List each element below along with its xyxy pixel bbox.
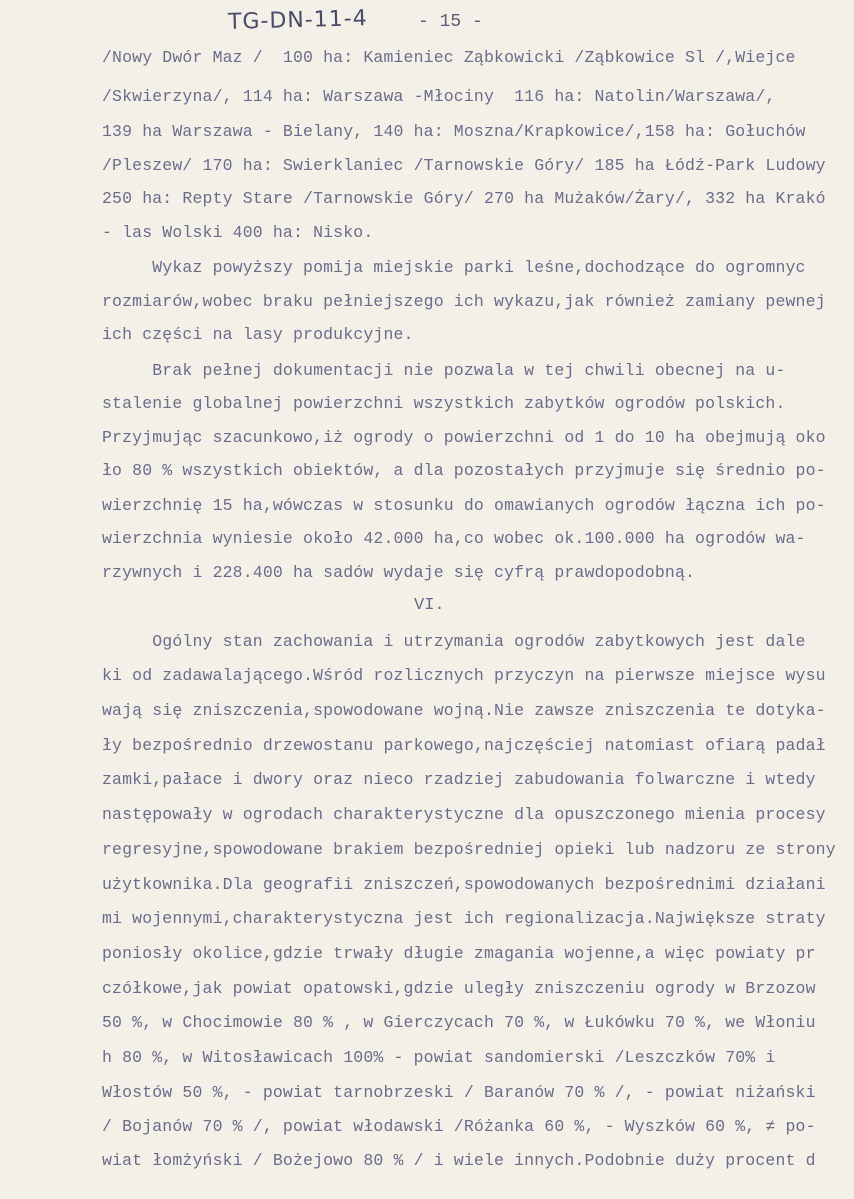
text-line: ło 80 % wszystkich obiektów, a dla pozostałych przyjmuje się średnio po-	[102, 461, 826, 480]
text-line: / Bojanów 70 % /, powiat włodawski /Różanka 60 %, - Wyszków 60 %, ≠ po-	[102, 1117, 816, 1136]
text-line: /Skwierzyna/, 114 ha: Warszawa -Młociny 116 ha: Natolin/Warszawa/,	[102, 87, 776, 106]
text-line: zamki,pałace i dwory oraz nieco rzadziej zabudowania folwarczne i wtedy	[102, 770, 816, 789]
text-line: regresyjne,spowodowane brakiem bezpośredniej opieki lub nadzoru ze strony	[102, 840, 836, 859]
text-line: wierzchnia wyniesie około 42.000 ha,co wobec ok.100.000 ha ogrodów wa-	[102, 529, 806, 548]
text-line: ich części na lasy produkcyjne.	[102, 325, 414, 344]
text-line: - las Wolski 400 ha: Nisko.	[102, 223, 374, 242]
handwritten-signature: TG-DN-11-4	[227, 6, 369, 35]
text-line: Przyjmując szacunkowo,iż ogrody o powierzchni od 1 do 10 ha obejmują oko	[102, 428, 826, 447]
text-line: wierzchnię 15 ha,wówczas w stosunku do omawianych ogrodów łączna ich po-	[102, 496, 826, 515]
text-line: 50 %, w Chocimowie 80 % , w Gierczycach 70 %, w Łukówku 70 %, we Włoniu	[102, 1013, 816, 1032]
text-line: Brak pełnej dokumentacji nie pozwala w tej chwili obecnej na u-	[102, 361, 786, 380]
text-line: wają się zniszczenia,spowodowane wojną.Nie zawsze zniszczenia te dotyka-	[102, 701, 826, 720]
text-line: Ogólny stan zachowania i utrzymania ogrodów zabytkowych jest dale	[102, 632, 806, 651]
page-number: - 15 -	[418, 12, 483, 32]
text-line: Wykaz powyższy pomija miejskie parki leśne,dochodzące do ogromnyc	[102, 258, 806, 277]
section-heading: VI.	[414, 596, 445, 615]
text-line: 250 ha: Repty Stare /Tarnowskie Góry/ 270 ha Mużaków/Żary/, 332 ha Krakó	[102, 189, 826, 208]
text-line: mi wojennymi,charakterystyczna jest ich regionalizacja.Największe straty	[102, 909, 826, 928]
text-line: stalenie globalnej powierzchni wszystkich zabytków ogrodów polskich.	[102, 394, 786, 413]
text-line: 139 ha Warszawa - Bielany, 140 ha: Moszna/Krapkowice/,158 ha: Gołuchów	[102, 122, 806, 141]
text-line: Włostów 50 %, - powiat tarnobrzeski / Baranów 70 % /, - powiat niżański	[102, 1083, 816, 1102]
text-line: ki od zadawalającego.Wśród rozlicznych przyczyn na pierwsze miejsce wysu	[102, 666, 826, 685]
text-line: rzywnych i 228.400 ha sadów wydaje się cyfrą prawdopodobną.	[102, 563, 696, 582]
text-line: czółkowe,jak powiat opatowski,gdzie uległy zniszczeniu ogrody w Brzozow	[102, 979, 816, 998]
text-line: rozmiarów,wobec braku pełniejszego ich wykazu,jak również zamiany pewnej	[102, 292, 826, 311]
text-line: /Pleszew/ 170 ha: Swierklaniec /Tarnowskie Góry/ 185 ha Łódź-Park Ludowy	[102, 156, 826, 175]
text-line: h 80 %, w Witosławicach 100% - powiat sandomierski /Leszczków 70% i	[102, 1048, 776, 1067]
text-line: ły bezpośrednio drzewostanu parkowego,najczęściej natomiast ofiarą padał	[102, 736, 826, 755]
text-line: poniosły okolice,gdzie trwały długie zmagania wojenne,a więc powiaty pr	[102, 944, 816, 963]
text-line: następowały w ogrodach charakterystyczne dla opuszczonego mienia procesy	[102, 805, 826, 824]
text-line: /Nowy Dwór Maz / 100 ha: Kamieniec Ząbkowicki /Ząbkowice Sl /,Wiejce	[102, 48, 796, 67]
text-line: wiat łomżyński / Bożejowo 80 % / i wiele innych.Podobnie duży procent d	[102, 1151, 816, 1170]
text-line: użytkownika.Dla geografii zniszczeń,spowodowanych bezpośrednimi działani	[102, 875, 826, 894]
